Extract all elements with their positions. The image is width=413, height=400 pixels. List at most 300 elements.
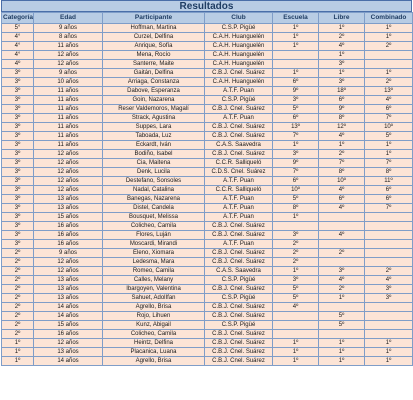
- table-row: [2, 213, 413, 222]
- libre-cell: 1º: [319, 69, 365, 78]
- participante-cell: Denk, Lucila: [103, 168, 205, 177]
- libre-cell: [319, 303, 365, 312]
- participante-cell: Reser Valdemoros, Magalí: [103, 105, 205, 114]
- libre-cell: 5º: [319, 321, 365, 330]
- escuela-cell: 3º: [273, 231, 319, 240]
- combinado-cell: [365, 312, 413, 321]
- escuela-cell: 1º: [273, 24, 319, 33]
- libre-cell: 1º: [319, 357, 365, 366]
- header-participante: Participante: [103, 13, 205, 24]
- edad-cell: 8 años: [34, 33, 103, 42]
- header-club: Club: [205, 13, 273, 24]
- combinado-cell: 1º: [365, 141, 413, 150]
- participante-cell: Curzel, Delfina: [103, 33, 205, 42]
- table-row: [2, 348, 413, 357]
- libre-cell: 18º: [319, 87, 365, 96]
- edad-cell: 13 años: [34, 195, 103, 204]
- categoria-cell: 2º: [2, 285, 34, 294]
- escuela-cell: 3º: [273, 276, 319, 285]
- categoria-cell: 3º: [2, 177, 34, 186]
- club-cell: C.S.P. Pigüé: [205, 276, 273, 285]
- escuela-cell: 13º: [273, 123, 319, 132]
- categoria-cell: 2º: [2, 303, 34, 312]
- club-cell: C.A.H. Huanguelén: [205, 33, 273, 42]
- table-row: [2, 87, 413, 96]
- categoria-cell: 3º: [2, 222, 34, 231]
- categoria-cell: 3º: [2, 132, 34, 141]
- libre-cell: 4º: [319, 231, 365, 240]
- categoria-cell: 3º: [2, 141, 34, 150]
- libre-cell: [319, 330, 365, 339]
- club-cell: C.A.H. Huanguelén: [205, 42, 273, 51]
- libre-cell: 1º: [319, 348, 365, 357]
- participante-cell: Placanica, Luana: [103, 348, 205, 357]
- escuela-cell: [273, 60, 319, 69]
- participante-cell: Romeo, Camila: [103, 267, 205, 276]
- participante-cell: Kunz, Abigail: [103, 321, 205, 330]
- table-row: [2, 195, 413, 204]
- categoria-cell: 4°: [2, 42, 34, 51]
- escuela-cell: 5º: [273, 285, 319, 294]
- club-cell: C.S.P. Pigüé: [205, 321, 273, 330]
- categoria-cell: 5°: [2, 24, 34, 33]
- club-cell: C.B.J. Cnel. Suárez: [205, 285, 273, 294]
- libre-cell: [319, 222, 365, 231]
- categoria-cell: 2º: [2, 276, 34, 285]
- edad-cell: 12 años: [34, 51, 103, 60]
- table-row: [2, 357, 413, 366]
- edad-cell: 14 años: [34, 312, 103, 321]
- libre-cell: 4º: [319, 276, 365, 285]
- escuela-cell: 1º: [273, 141, 319, 150]
- participante-cell: Hoffman, Martina: [103, 24, 205, 33]
- libre-cell: 6º: [319, 195, 365, 204]
- table-row: [2, 204, 413, 213]
- participante-cell: Cia, Maitena: [103, 159, 205, 168]
- club-cell: C.B.J. Cnel. Suárez: [205, 258, 273, 267]
- combinado-cell: 1º: [365, 24, 413, 33]
- categoria-cell: 3º: [2, 204, 34, 213]
- combinado-cell: 6º: [365, 105, 413, 114]
- club-cell: C.A.H. Huanguelén: [205, 51, 273, 60]
- club-cell: A.T.F. Puan: [205, 204, 273, 213]
- participante-cell: Sahuet, AdolIfan: [103, 294, 205, 303]
- participante-cell: Bodiño, Isabel: [103, 150, 205, 159]
- table-row: [2, 222, 413, 231]
- edad-cell: 12 años: [34, 339, 103, 348]
- club-cell: C.B.J. Cnel. Suárez: [205, 330, 273, 339]
- categoria-cell: 1º: [2, 348, 34, 357]
- table-row: [2, 285, 413, 294]
- club-cell: C.B.J. Cnel. Suárez: [205, 150, 273, 159]
- table-row: [2, 132, 413, 141]
- participante-cell: Arriaga, Constanza: [103, 78, 205, 87]
- libre-cell: 10º: [319, 177, 365, 186]
- edad-cell: 16 años: [34, 240, 103, 249]
- edad-cell: 11 años: [34, 141, 103, 150]
- combinado-cell: 13º: [365, 87, 413, 96]
- edad-cell: 11 años: [34, 132, 103, 141]
- categoria-cell: 4°: [2, 51, 34, 60]
- edad-cell: 11 años: [34, 114, 103, 123]
- libre-cell: 4º: [319, 204, 365, 213]
- libre-cell: 4º: [319, 132, 365, 141]
- participante-cell: Nadal, Catalina: [103, 186, 205, 195]
- table-row: [2, 51, 413, 60]
- edad-cell: 13 años: [34, 204, 103, 213]
- libre-cell: [319, 258, 365, 267]
- table-row: [2, 258, 413, 267]
- categoria-cell: 1º: [2, 339, 34, 348]
- combinado-cell: 10º: [365, 123, 413, 132]
- escuela-cell: 3º: [273, 150, 319, 159]
- combinado-cell: 4º: [365, 276, 413, 285]
- table-row: [2, 42, 413, 51]
- club-cell: C.S.P. Pigüé: [205, 294, 273, 303]
- libre-cell: 2º: [319, 33, 365, 42]
- escuela-cell: 2º: [273, 258, 319, 267]
- categoria-cell: 3º: [2, 105, 34, 114]
- club-cell: A.T.F. Puan: [205, 177, 273, 186]
- edad-cell: 12 años: [34, 60, 103, 69]
- escuela-cell: 9º: [273, 87, 319, 96]
- categoria-cell: 2º: [2, 321, 34, 330]
- escuela-cell: 7º: [273, 168, 319, 177]
- escuela-cell: 1º: [273, 33, 319, 42]
- escuela-cell: 6º: [273, 114, 319, 123]
- edad-cell: 11 años: [34, 123, 103, 132]
- libre-cell: 1º: [319, 339, 365, 348]
- categoria-cell: 3º: [2, 87, 34, 96]
- participante-cell: Eckardt, Iván: [103, 141, 205, 150]
- escuela-cell: 6º: [273, 78, 319, 87]
- table-row: [2, 186, 413, 195]
- libre-cell: 1º: [319, 51, 365, 60]
- edad-cell: 11 años: [34, 87, 103, 96]
- libre-cell: 7º: [319, 159, 365, 168]
- libre-cell: 2º: [319, 285, 365, 294]
- combinado-cell: [365, 330, 413, 339]
- table-row: [2, 267, 413, 276]
- header-escuela: Escuela: [273, 13, 319, 24]
- categoria-cell: 2º: [2, 294, 34, 303]
- table-row: [2, 294, 413, 303]
- combinado-cell: 2º: [365, 42, 413, 51]
- table-row: [2, 114, 413, 123]
- edad-cell: 13 años: [34, 294, 103, 303]
- participante-cell: Santerre, Maite: [103, 60, 205, 69]
- edad-cell: 12 años: [34, 267, 103, 276]
- results-table: [1, 12, 413, 366]
- escuela-cell: [273, 222, 319, 231]
- categoria-cell: 2º: [2, 312, 34, 321]
- escuela-cell: 10º: [273, 186, 319, 195]
- participante-cell: Rojo, Lihuen: [103, 312, 205, 321]
- edad-cell: 16 años: [34, 330, 103, 339]
- escuela-cell: 1º: [273, 42, 319, 51]
- categoria-cell: 3º: [2, 150, 34, 159]
- participante-cell: Taboada, Luz: [103, 132, 205, 141]
- libre-cell: [319, 240, 365, 249]
- libre-cell: 3º: [319, 267, 365, 276]
- libre-cell: [319, 213, 365, 222]
- combinado-cell: [365, 231, 413, 240]
- club-cell: C.B.J. Cnel. Suárez: [205, 348, 273, 357]
- combinado-cell: 1º: [365, 339, 413, 348]
- categoria-cell: 3º: [2, 213, 34, 222]
- table-row: [2, 303, 413, 312]
- categoria-cell: 3º: [2, 114, 34, 123]
- combinado-cell: 1º: [365, 69, 413, 78]
- libre-cell: 8º: [319, 168, 365, 177]
- libre-cell: 4º: [319, 186, 365, 195]
- table-row: [2, 231, 413, 240]
- edad-cell: 15 años: [34, 321, 103, 330]
- combinado-cell: 6º: [365, 195, 413, 204]
- participante-cell: Bousquet, Melissa: [103, 213, 205, 222]
- escuela-cell: 1º: [273, 213, 319, 222]
- participante-cell: Colicheo, Camila: [103, 222, 205, 231]
- participante-cell: Banegas, Nazarena: [103, 195, 205, 204]
- club-cell: C.S.P. Pigüé: [205, 96, 273, 105]
- categoria-cell: 3º: [2, 240, 34, 249]
- categoria-cell: 3º: [2, 159, 34, 168]
- club-cell: A.T.F. Puan: [205, 195, 273, 204]
- escuela-cell: 2º: [273, 249, 319, 258]
- escuela-cell: 9º: [273, 159, 319, 168]
- combinado-cell: 11º: [365, 177, 413, 186]
- combinado-cell: 2º: [365, 78, 413, 87]
- participante-cell: Anrique, Sofía: [103, 42, 205, 51]
- combinado-cell: 4º: [365, 96, 413, 105]
- escuela-cell: 1º: [273, 267, 319, 276]
- edad-cell: 11 años: [34, 105, 103, 114]
- combinado-cell: 6º: [365, 186, 413, 195]
- libre-cell: 5º: [319, 312, 365, 321]
- edad-cell: 13 años: [34, 276, 103, 285]
- table-row: [2, 249, 413, 258]
- libre-cell: 3º: [319, 60, 365, 69]
- categoria-cell: 3º: [2, 231, 34, 240]
- table-row: [2, 78, 413, 87]
- edad-cell: 9 años: [34, 249, 103, 258]
- combinado-cell: 5º: [365, 132, 413, 141]
- club-cell: C.A.H. Huanguelén: [205, 78, 273, 87]
- combinado-cell: [365, 222, 413, 231]
- table-row: [2, 177, 413, 186]
- escuela-cell: 5º: [273, 195, 319, 204]
- page-title: Resultados: [1, 0, 412, 12]
- escuela-cell: [273, 321, 319, 330]
- edad-cell: 12 años: [34, 177, 103, 186]
- club-cell: C.S.P. Pigüé: [205, 24, 273, 33]
- libre-cell: 1º: [319, 294, 365, 303]
- participante-cell: Mena, Rocío: [103, 51, 205, 60]
- categoria-cell: 1º: [2, 357, 34, 366]
- escuela-cell: 8º: [273, 204, 319, 213]
- edad-cell: 9 años: [34, 69, 103, 78]
- combinado-cell: [365, 213, 413, 222]
- table-row: [2, 24, 413, 33]
- participante-cell: Strack, Agustina: [103, 114, 205, 123]
- combinado-cell: 3º: [365, 285, 413, 294]
- table-row: [2, 312, 413, 321]
- participante-cell: Agrello, Brisa: [103, 357, 205, 366]
- libre-cell: 8º: [319, 114, 365, 123]
- libre-cell: 2º: [319, 150, 365, 159]
- table-row: [2, 123, 413, 132]
- libre-cell: 12º: [319, 123, 365, 132]
- club-cell: A.T.F. Puan: [205, 87, 273, 96]
- club-cell: C.B.J. Cnel. Suárez: [205, 249, 273, 258]
- escuela-cell: 3º: [273, 96, 319, 105]
- participante-cell: Moscardi, Mirandi: [103, 240, 205, 249]
- club-cell: A.T.F. Puan: [205, 213, 273, 222]
- escuela-cell: [273, 312, 319, 321]
- edad-cell: 12 años: [34, 168, 103, 177]
- header-edad: Edad: [34, 13, 103, 24]
- libre-cell: 6º: [319, 96, 365, 105]
- combinado-cell: 1º: [365, 348, 413, 357]
- edad-cell: 13 años: [34, 348, 103, 357]
- libre-cell: 3º: [319, 78, 365, 87]
- table-row: [2, 159, 413, 168]
- table-row: [2, 33, 413, 42]
- club-cell: C.B.J. Cnel. Suárez: [205, 231, 273, 240]
- categoria-cell: 3º: [2, 123, 34, 132]
- participante-cell: Distel, Candela: [103, 204, 205, 213]
- combinado-cell: 7º: [365, 204, 413, 213]
- escuela-cell: 1º: [273, 348, 319, 357]
- table-row: [2, 96, 413, 105]
- edad-cell: 14 años: [34, 357, 103, 366]
- table-row: [2, 105, 413, 114]
- club-cell: C.C.R. Salliqueló: [205, 186, 273, 195]
- escuela-cell: 1º: [273, 69, 319, 78]
- participante-cell: Suppes, Lara: [103, 123, 205, 132]
- club-cell: C.B.J. Cnel. Suárez: [205, 303, 273, 312]
- escuela-cell: 5º: [273, 105, 319, 114]
- categoria-cell: 4º: [2, 60, 34, 69]
- club-cell: C.A.S. Saavedra: [205, 267, 273, 276]
- escuela-cell: 2º: [273, 240, 319, 249]
- participante-cell: Calles, Melany: [103, 276, 205, 285]
- escuela-cell: 1º: [273, 339, 319, 348]
- edad-cell: 9 años: [34, 24, 103, 33]
- categoria-cell: 2º: [2, 258, 34, 267]
- categoria-cell: 3º: [2, 195, 34, 204]
- libre-cell: 4º: [319, 42, 365, 51]
- combinado-cell: 3º: [365, 294, 413, 303]
- combinado-cell: [365, 249, 413, 258]
- table-row: [2, 330, 413, 339]
- club-cell: C.A.H. Huanguelén: [205, 60, 273, 69]
- combinado-cell: 1º: [365, 357, 413, 366]
- participante-cell: Goin, Nazarena: [103, 96, 205, 105]
- header-categoria: Categoría: [2, 13, 34, 24]
- combinado-cell: [365, 321, 413, 330]
- club-cell: C.B.J. Cnel. Suárez: [205, 312, 273, 321]
- club-cell: C.B.J. Cnel. Suárez: [205, 105, 273, 114]
- escuela-cell: 1º: [273, 357, 319, 366]
- combinado-cell: 2º: [365, 267, 413, 276]
- table-row: [2, 276, 413, 285]
- edad-cell: 12 años: [34, 150, 103, 159]
- club-cell: C.B.J. Cnel. Suárez: [205, 123, 273, 132]
- club-cell: C.B.J. Cnel. Suárez: [205, 132, 273, 141]
- edad-cell: 11 años: [34, 96, 103, 105]
- libre-cell: 1º: [319, 141, 365, 150]
- edad-cell: 12 años: [34, 186, 103, 195]
- combinado-cell: 7º: [365, 159, 413, 168]
- participante-cell: Agrello, Brisa: [103, 303, 205, 312]
- libre-cell: 2º: [319, 249, 365, 258]
- combinado-cell: 7º: [365, 114, 413, 123]
- club-cell: C.B.J. Cnel. Suárez: [205, 357, 273, 366]
- categoria-cell: 3º: [2, 78, 34, 87]
- header-combinado: Combinado: [365, 13, 413, 24]
- participante-cell: Dabove, Esperanza: [103, 87, 205, 96]
- table-row: [2, 150, 413, 159]
- edad-cell: 14 años: [34, 303, 103, 312]
- categoria-cell: 4°: [2, 33, 34, 42]
- header-row: [2, 13, 413, 24]
- participante-cell: Ledesma, Mara: [103, 258, 205, 267]
- participante-cell: Gaitán, Delfina: [103, 69, 205, 78]
- participante-cell: Heintz, Delfina: [103, 339, 205, 348]
- club-cell: C.B.J. Cnel. Suárez: [205, 339, 273, 348]
- categoria-cell: 3º: [2, 96, 34, 105]
- table-row: [2, 60, 413, 69]
- edad-cell: 16 años: [34, 231, 103, 240]
- combinado-cell: [365, 258, 413, 267]
- categoria-cell: 2º: [2, 249, 34, 258]
- header-libre: Libre: [319, 13, 365, 24]
- edad-cell: 13 años: [34, 285, 103, 294]
- combinado-cell: [365, 240, 413, 249]
- edad-cell: 10 años: [34, 78, 103, 87]
- table-row: [2, 339, 413, 348]
- categoria-cell: 3º: [2, 69, 34, 78]
- club-cell: C.C.R. Salliqueló: [205, 159, 273, 168]
- participante-cell: Ibargoyen, Valentina: [103, 285, 205, 294]
- club-cell: C.B.J. Cnel. Suárez: [205, 222, 273, 231]
- escuela-cell: 4º: [273, 303, 319, 312]
- club-cell: C.B.J. Cnel. Suárez: [205, 69, 273, 78]
- table-row: [2, 141, 413, 150]
- escuela-cell: 6º: [273, 177, 319, 186]
- club-cell: A.T.F. Puan: [205, 114, 273, 123]
- combinado-cell: [365, 51, 413, 60]
- table-body: [2, 24, 413, 366]
- table-row: [2, 321, 413, 330]
- combinado-cell: [365, 303, 413, 312]
- categoria-cell: 2º: [2, 330, 34, 339]
- combinado-cell: 8º: [365, 168, 413, 177]
- table-row: [2, 69, 413, 78]
- participante-cell: Destefano, Sonsoles: [103, 177, 205, 186]
- escuela-cell: [273, 51, 319, 60]
- edad-cell: 12 años: [34, 159, 103, 168]
- table-row: [2, 240, 413, 249]
- combinado-cell: 1º: [365, 33, 413, 42]
- table-row: [2, 168, 413, 177]
- edad-cell: 12 años: [34, 258, 103, 267]
- combinado-cell: [365, 60, 413, 69]
- edad-cell: 15 años: [34, 213, 103, 222]
- categoria-cell: 3º: [2, 168, 34, 177]
- participante-cell: Flores, Luján: [103, 231, 205, 240]
